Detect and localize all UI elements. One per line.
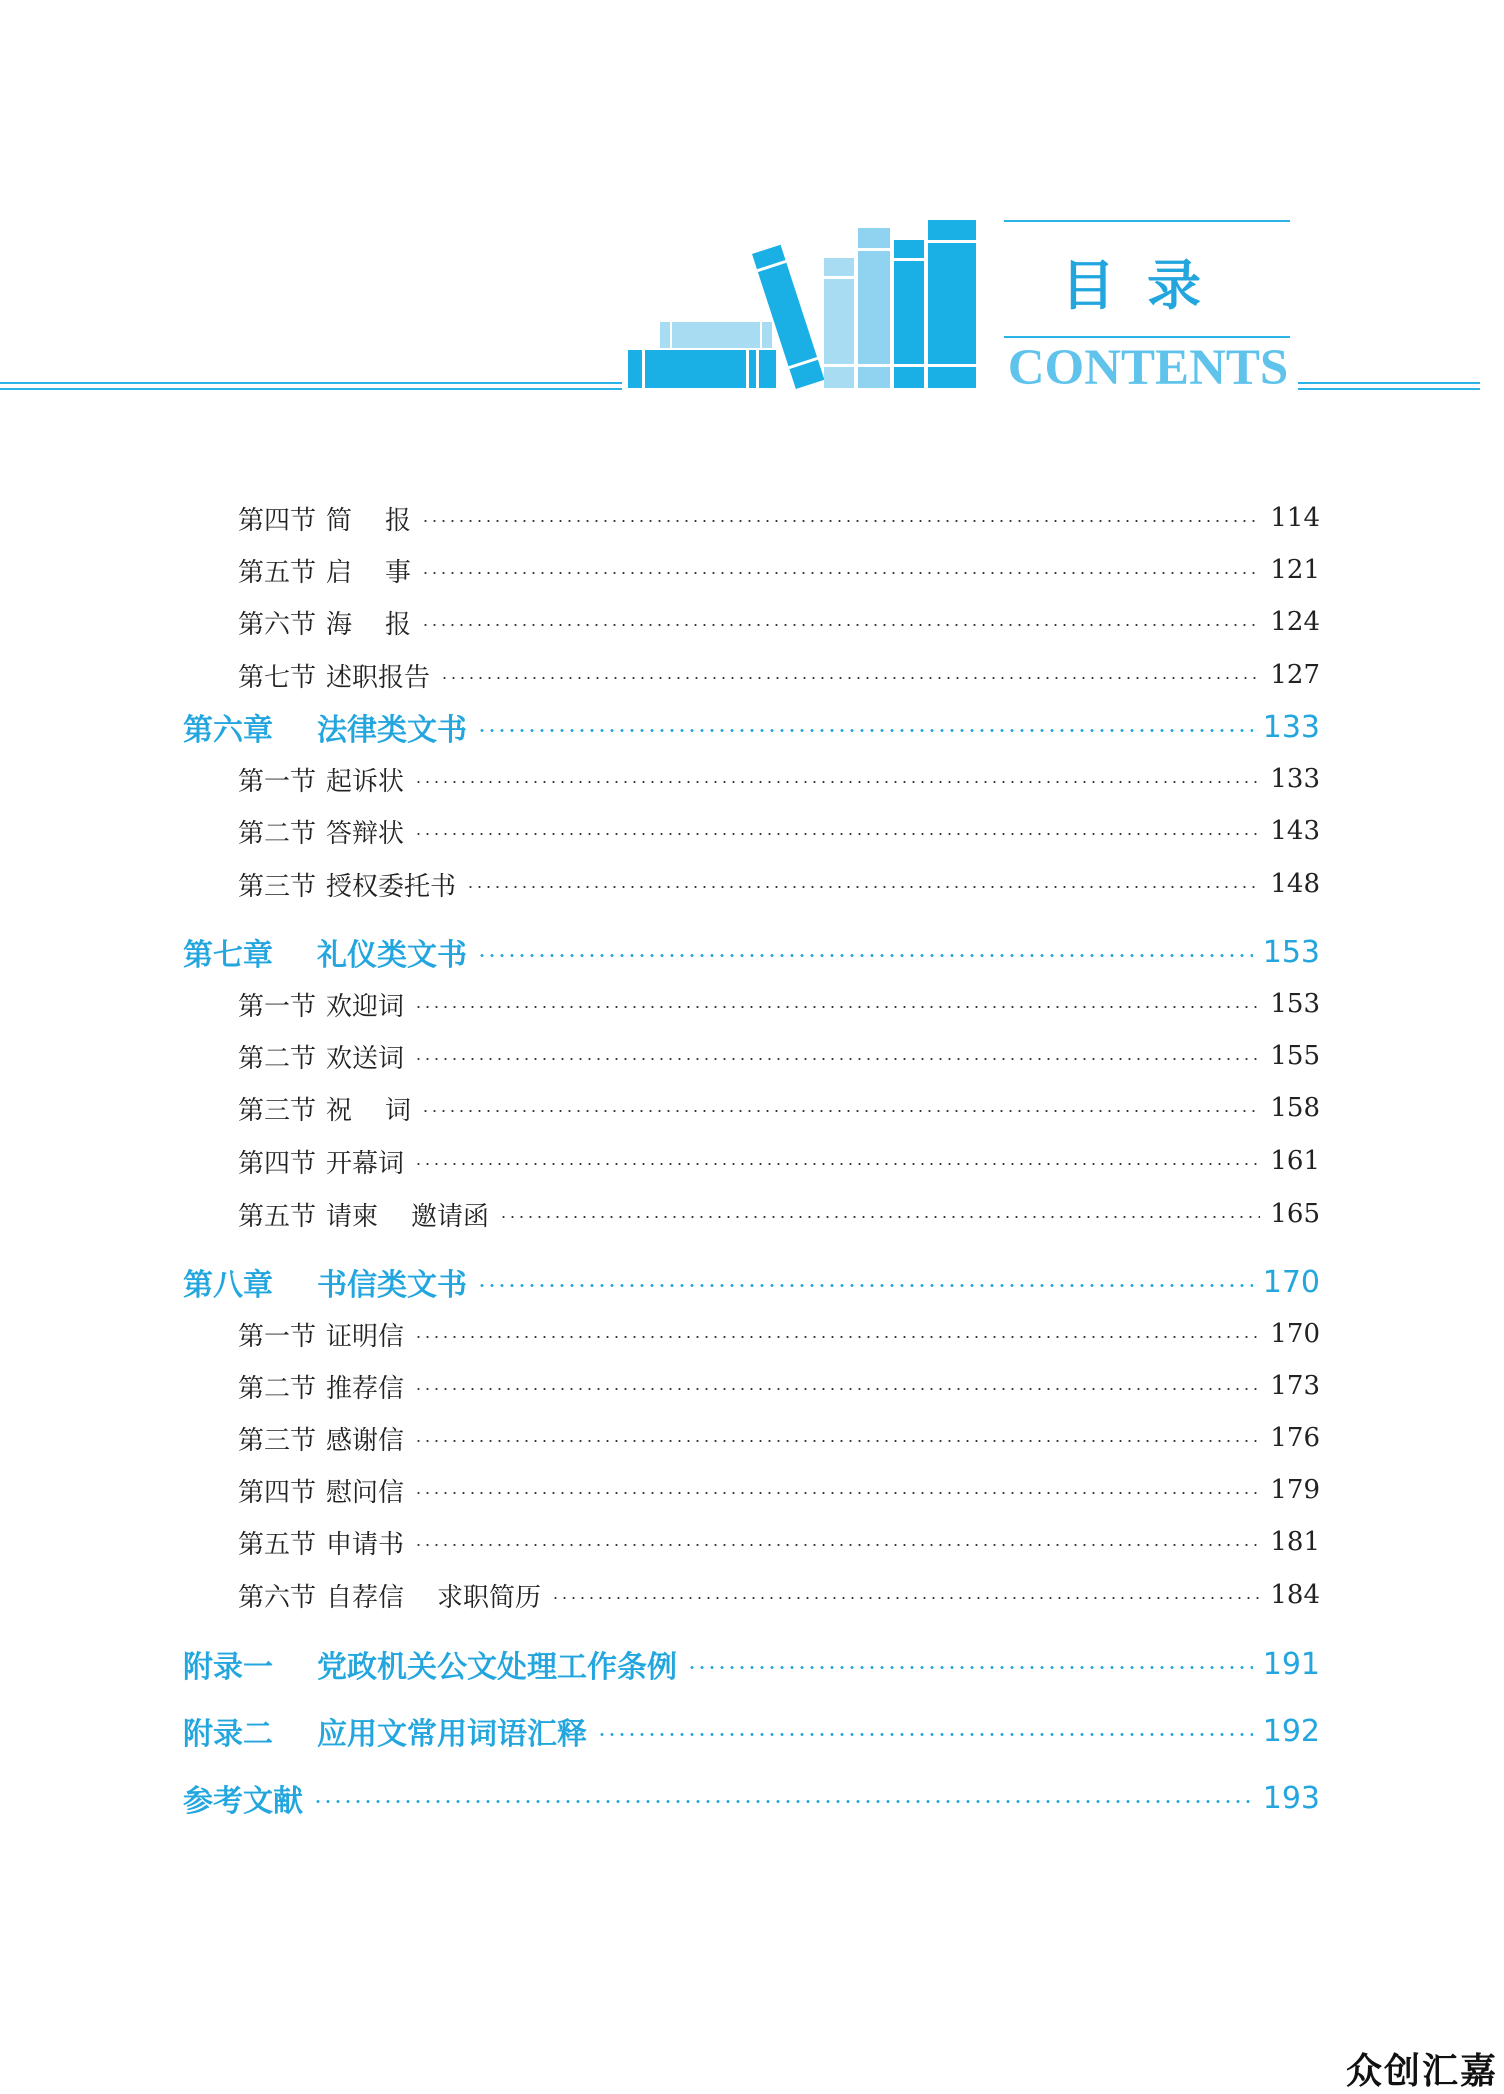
toc-entry-title: 开幕词 bbox=[326, 1148, 405, 1179]
toc-entry-title: 自荐信 求职简历 bbox=[326, 1582, 542, 1613]
dot-leader bbox=[440, 677, 1260, 679]
toc-entry-number: 第二节 bbox=[238, 818, 317, 849]
toc-section-row[interactable] bbox=[0, 1464, 1320, 1516]
toc-entry-number: 第一节 bbox=[238, 1321, 317, 1352]
toc-entry-number: 第四节 bbox=[238, 1477, 317, 1508]
toc-page-number: 176 bbox=[1270, 1423, 1320, 1453]
toc-entry-number: 第二节 bbox=[238, 1373, 317, 1404]
dot-leader bbox=[313, 1800, 1253, 1803]
dot-leader bbox=[414, 781, 1260, 783]
toc-page-number: 193 bbox=[1262, 1780, 1320, 1816]
toc-chapter-row[interactable] bbox=[0, 1769, 1320, 1827]
dot-leader bbox=[414, 1006, 1260, 1008]
toc-entry-title: 启 事 bbox=[326, 557, 412, 588]
dot-leader bbox=[421, 1110, 1260, 1112]
toc-section-row[interactable] bbox=[0, 1135, 1320, 1187]
toc-entry-number: 第四节 bbox=[238, 1148, 317, 1179]
toc-section-row[interactable] bbox=[0, 1516, 1320, 1568]
toc-entry-title: 参考文献 bbox=[183, 1784, 303, 1819]
toc-page-number: 121 bbox=[1270, 555, 1320, 585]
dot-leader bbox=[499, 1216, 1260, 1218]
toc-page-number: 127 bbox=[1270, 660, 1320, 690]
header-rule-left-2 bbox=[0, 388, 622, 390]
dot-leader bbox=[414, 1440, 1260, 1442]
toc-page-number: 133 bbox=[1262, 709, 1320, 745]
dot-leader bbox=[687, 1666, 1253, 1669]
dot-leader bbox=[414, 1492, 1260, 1494]
dot-leader bbox=[466, 886, 1260, 888]
toc-section-row[interactable] bbox=[0, 1030, 1320, 1082]
toc-page-number: 148 bbox=[1270, 869, 1320, 899]
toc-section-row[interactable] bbox=[0, 1308, 1320, 1360]
page-title: 目录 bbox=[1061, 254, 1233, 317]
toc-entry-title: 欢迎词 bbox=[326, 991, 405, 1022]
toc-page-number: 179 bbox=[1270, 1475, 1320, 1505]
toc-entry-title: 法律类文书 bbox=[317, 713, 467, 748]
toc-entry-title: 祝 词 bbox=[326, 1095, 412, 1126]
toc-section-row[interactable] bbox=[0, 1412, 1320, 1464]
toc-section-row[interactable] bbox=[0, 596, 1320, 648]
books-illustration-icon bbox=[628, 214, 980, 390]
toc-page-number: 143 bbox=[1270, 816, 1320, 846]
page-title-en: CONTENTS bbox=[1007, 340, 1289, 396]
toc-entry-number: 第六节 bbox=[238, 609, 317, 640]
toc-page-number: 165 bbox=[1270, 1199, 1320, 1229]
toc-chapter-row[interactable] bbox=[0, 923, 1320, 981]
toc-entry-number: 第三节 bbox=[238, 1095, 317, 1126]
dot-leader bbox=[414, 833, 1260, 835]
header-rule-left-1 bbox=[0, 382, 622, 384]
toc-page-number: 181 bbox=[1270, 1527, 1320, 1557]
toc-entry-title: 书信类文书 bbox=[317, 1268, 467, 1303]
watermark: 众创汇嘉 bbox=[1345, 2051, 1498, 2092]
header-rule-top bbox=[1004, 220, 1290, 222]
toc-entry-number: 第三节 bbox=[238, 1425, 317, 1456]
toc-entry-number: 第一节 bbox=[238, 991, 317, 1022]
toc-section-row[interactable] bbox=[0, 858, 1320, 910]
dot-leader bbox=[477, 1284, 1253, 1287]
dot-leader bbox=[414, 1388, 1260, 1390]
toc-page-number: 170 bbox=[1262, 1264, 1320, 1300]
toc-entry-number: 第二节 bbox=[238, 1043, 317, 1074]
toc-page-number: 170 bbox=[1270, 1319, 1320, 1349]
toc-entry-title: 起诉状 bbox=[326, 766, 405, 797]
toc-section-row[interactable] bbox=[0, 1360, 1320, 1412]
dot-leader bbox=[414, 1163, 1260, 1165]
toc-entry-number: 第一节 bbox=[238, 766, 317, 797]
toc-entry-title: 答辩状 bbox=[326, 818, 405, 849]
toc-section-row[interactable] bbox=[0, 753, 1320, 805]
header-rule-right-2 bbox=[1298, 388, 1480, 390]
toc-entry-title: 欢送词 bbox=[326, 1043, 405, 1074]
dot-leader bbox=[421, 572, 1260, 574]
toc-chapter-row[interactable] bbox=[0, 1702, 1320, 1760]
header-rule-mid bbox=[1004, 336, 1290, 338]
toc-entry-title: 礼仪类文书 bbox=[317, 938, 467, 973]
toc-page-number: 114 bbox=[1270, 503, 1320, 533]
toc-section-row[interactable] bbox=[0, 492, 1320, 544]
dot-leader bbox=[414, 1058, 1260, 1060]
toc-entry-number: 第七章 bbox=[183, 938, 273, 973]
toc-entry-title: 述职报告 bbox=[326, 662, 431, 693]
toc-entry-title: 海 报 bbox=[326, 609, 412, 640]
toc-page-number: 155 bbox=[1270, 1041, 1320, 1071]
dot-leader bbox=[477, 954, 1253, 957]
dot-leader bbox=[421, 624, 1260, 626]
toc-entry-title: 推荐信 bbox=[326, 1373, 405, 1404]
toc-page-number: 161 bbox=[1270, 1146, 1320, 1176]
toc-entry-title: 慰问信 bbox=[326, 1477, 405, 1508]
toc-chapter-row[interactable] bbox=[0, 1253, 1320, 1311]
toc-section-row[interactable] bbox=[0, 1569, 1320, 1621]
toc-page-number: 133 bbox=[1270, 764, 1320, 794]
toc-entry-title: 党政机关公文处理工作条例 bbox=[317, 1650, 677, 1685]
toc-section-row[interactable] bbox=[0, 1188, 1320, 1240]
toc-page-number: 192 bbox=[1262, 1713, 1320, 1749]
toc-page-number: 158 bbox=[1270, 1093, 1320, 1123]
toc-chapter-row[interactable] bbox=[0, 1635, 1320, 1693]
toc-entry-title: 授权委托书 bbox=[326, 871, 457, 902]
toc-section-row[interactable] bbox=[0, 544, 1320, 596]
toc-section-row[interactable] bbox=[0, 805, 1320, 857]
dot-leader bbox=[551, 1597, 1260, 1599]
dot-leader bbox=[414, 1336, 1260, 1338]
dot-leader bbox=[414, 1544, 1260, 1546]
toc-entry-title: 证明信 bbox=[326, 1321, 405, 1352]
toc-entry-number: 第三节 bbox=[238, 871, 317, 902]
toc-entry-title: 应用文常用词语汇释 bbox=[317, 1717, 587, 1752]
toc-entry-number: 第五节 bbox=[238, 1201, 317, 1232]
toc-section-row[interactable] bbox=[0, 1082, 1320, 1134]
toc-entry-number: 第五节 bbox=[238, 557, 317, 588]
toc-entry-number: 附录一 bbox=[183, 1650, 273, 1685]
toc-page-number: 191 bbox=[1262, 1646, 1320, 1682]
toc-page-number: 124 bbox=[1270, 607, 1320, 637]
toc-entry-title: 简 报 bbox=[326, 505, 412, 536]
toc-page-number: 184 bbox=[1270, 1580, 1320, 1610]
toc-entry-number: 附录二 bbox=[183, 1717, 273, 1752]
toc-section-row[interactable] bbox=[0, 649, 1320, 701]
dot-leader bbox=[597, 1733, 1253, 1736]
toc-entry-number: 第六节 bbox=[238, 1582, 317, 1613]
toc-entry-number: 第八章 bbox=[183, 1268, 273, 1303]
toc-entry-number: 第六章 bbox=[183, 713, 273, 748]
toc-page-number: 153 bbox=[1262, 934, 1320, 970]
toc-entry-title: 感谢信 bbox=[326, 1425, 405, 1456]
toc-entry-title: 请柬 邀请函 bbox=[326, 1201, 490, 1232]
dot-leader bbox=[477, 729, 1253, 732]
toc-entry-number: 第五节 bbox=[238, 1529, 317, 1560]
toc-page-number: 153 bbox=[1270, 989, 1320, 1019]
header-rule-right-1 bbox=[1298, 382, 1480, 384]
toc-chapter-row[interactable] bbox=[0, 698, 1320, 756]
toc-section-row[interactable] bbox=[0, 978, 1320, 1030]
dot-leader bbox=[421, 520, 1260, 522]
toc-entry-number: 第七节 bbox=[238, 662, 317, 693]
toc-page-number: 173 bbox=[1270, 1371, 1320, 1401]
toc-entry-number: 第四节 bbox=[238, 505, 317, 536]
toc-entry-title: 申请书 bbox=[326, 1529, 405, 1560]
